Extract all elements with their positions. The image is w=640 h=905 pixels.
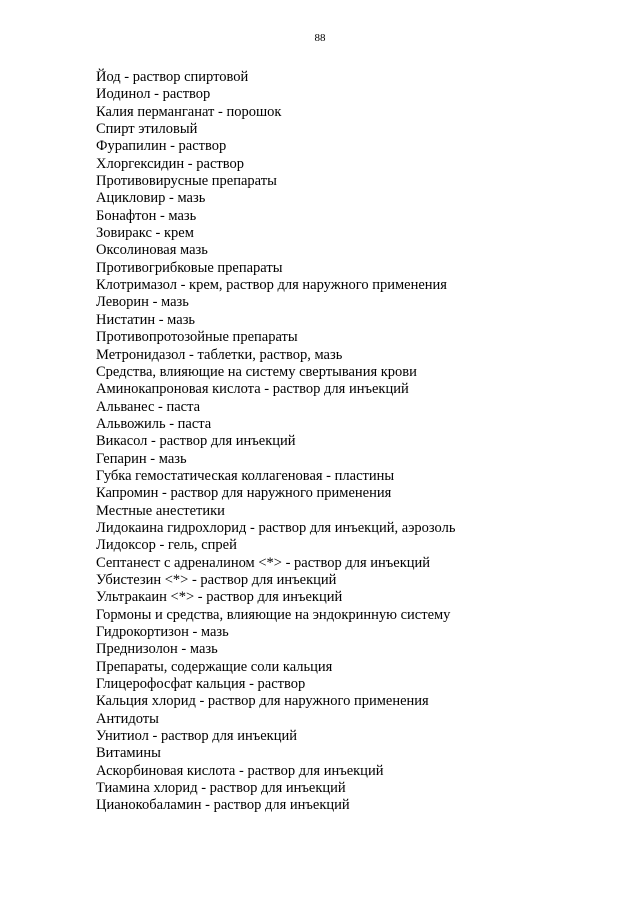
text-line: Гепарин - мазь (96, 450, 187, 467)
text-line: Антидоты (96, 710, 159, 727)
text-line: Фурапилин - раствор (96, 138, 227, 155)
text-line: Хлоргексидин - раствор (96, 155, 244, 172)
text-line: Нистатин - мазь (96, 311, 196, 328)
text-line: Калия перманганат - порошок (96, 103, 282, 120)
text-line: Противовирусные препараты (96, 173, 277, 190)
text-line: Альванес - паста (96, 398, 201, 415)
text-line: Противопротозойные препараты (96, 329, 298, 346)
text-line: Кальция хлорид - раствор для наружного применения (96, 693, 429, 710)
text-line: Альвожиль - паста (96, 415, 212, 432)
document-body (96, 69, 596, 815)
text-line: Цианокобаламин - раствор для инъекций (96, 797, 350, 814)
text-line: Леворин - мазь (96, 294, 189, 311)
text-line: Ультракаин <*> - раствор для инъекций (96, 589, 343, 606)
text-line: Септанест с адреналином <*> - раствор для инъекций (96, 554, 431, 571)
text-line: Спирт этиловый (96, 121, 198, 138)
text-line: Гормоны и средства, влияющие на эндокринную систему (96, 606, 451, 623)
page-number: 88 (314, 32, 326, 44)
text-line: Ацикловир - мазь (96, 190, 206, 207)
text-line: Капромин - раствор для наружного применения (96, 485, 392, 502)
text-line: Витамины (96, 745, 161, 762)
text-line: Аскорбиновая кислота - раствор для инъекций (96, 762, 384, 779)
text-line: Противогрибковые препараты (96, 259, 283, 276)
text-line: Метронидазол - таблетки, раствор, мазь (96, 346, 343, 363)
text-line: Гидрокортизон - мазь (96, 624, 229, 640)
text-line: Местные анестетики (96, 502, 225, 519)
text-line: Средства, влияющие на систему свертывания крови (96, 363, 417, 380)
text-line: Лидоксор - гель, спрей (96, 537, 237, 554)
text-line: Бонафтон - мазь (96, 207, 197, 224)
text-line: Зовиракс - крем (96, 225, 194, 242)
text-line: Преднизолон - мазь (96, 641, 218, 658)
text-line: Лидокаина гидрохлорид - раствор для инъекций, аэрозоль (96, 519, 456, 536)
text-line: Йод - раствор спиртовой (96, 69, 249, 85)
text-line: Иодинол - раствор (96, 86, 211, 103)
text-line: Убистезин <*> - раствор для инъекций (96, 571, 337, 588)
text-line: Аминокапроновая кислота - раствор для инъекций (96, 381, 409, 398)
text-line: Клотримазол - крем, раствор для наружного применения (96, 277, 447, 294)
text-line: Викасол - раствор для инъекций (96, 433, 296, 450)
text-line: Губка гемостатическая коллагеновая - пластины (96, 467, 395, 484)
text-line: Унитиол - раствор для инъекций (96, 728, 297, 745)
text-line: Глицерофосфат кальция - раствор (96, 676, 306, 693)
text-line: Оксолиновая мазь (96, 242, 208, 259)
text-line: Препараты, содержащие соли кальция (96, 658, 333, 675)
text-line: Тиамина хлорид - раствор для инъекций (96, 780, 346, 797)
